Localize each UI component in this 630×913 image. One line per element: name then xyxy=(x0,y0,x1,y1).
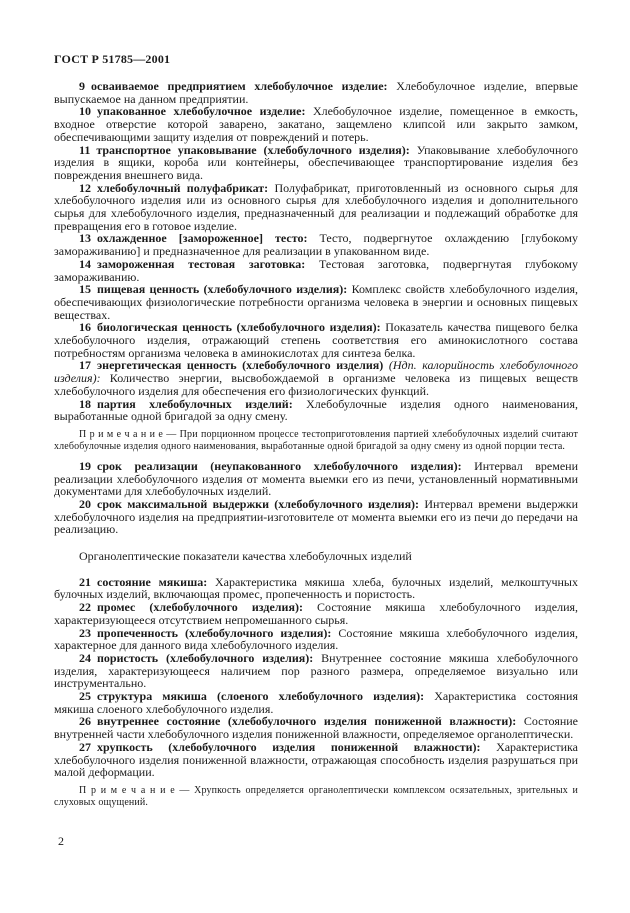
term-paragraph xyxy=(54,498,578,536)
term-paragraph xyxy=(54,105,578,143)
term-paragraph xyxy=(54,690,578,715)
term-deprecated-synonym: (Ндп. калорийность хлебобулочного изделия): xyxy=(54,358,578,386)
term-definition: Показатель качества пищевого белка хлебобулочного изделия, отражающий степень соответствия его аминокислотного состава потребностям организма человека в аминокислотах для синтеза белка. xyxy=(54,320,579,360)
term-definition: Тестовая заготовка, подвергнутая глубокому замораживанию. xyxy=(54,256,578,284)
term-paragraph xyxy=(54,258,578,283)
term-definition: Полуфабрикат, приготовленный из основного сырья для хлебобулочного изделия или из основного сырья для хлебобулочного изделия и дополнительного сырья для хлебобулочного изделия, предназначенный для реализации и подлежащий обработке для превращения его в готовое изделие. xyxy=(54,180,579,233)
term-definition: Хлебобулочное изделие, впервые выпускаемое на данном предприятии. xyxy=(54,79,578,106)
term-definition: Интервал времени выдержки хлебобулочного изделия на предприятии-изготовителе от момента выемки его из печи до передачи на реализацию. xyxy=(54,496,579,537)
term-title: 26 внутреннее состояние (хлебобулочного изделия пониженной влажности): xyxy=(79,714,517,729)
term-definition: Комплекс свойств хлебобулочного изделия, обеспечивающих физиологические потребности организма человека в энергии и основных пищевых веществах. xyxy=(54,282,579,322)
term-definition: Состояние мякиша хлебобулочного изделия, характеризующееся отсутствием непромешанного сырья. xyxy=(54,600,579,627)
note-paragraph xyxy=(54,785,578,809)
term-title: 21 состояние мякиша: xyxy=(79,574,208,589)
terms-and-definitions-body xyxy=(54,80,578,816)
term-definition: Внутреннее состояние мякиша хлебобулочного изделия, характеризующееся наличием пор разного размера, определяемое визуально или инструментально. xyxy=(54,650,578,691)
term-paragraph xyxy=(54,283,578,321)
term-title: 9 осваиваемое предприятием хлебобулочное изделие: xyxy=(79,79,388,93)
term-definition: Количество энергии, высвобождаемой в организме человека из пищевых веществ хлебобулочного изделия для обеспечения его физиологических функций. xyxy=(54,371,578,398)
term-title: 14 замороженная тестовая заготовка: xyxy=(79,256,306,271)
term-definition: Характеристика состояния мякиша слоеного хлебобулочного изделия. xyxy=(54,689,578,716)
term-paragraph xyxy=(54,576,578,601)
term-paragraph xyxy=(54,359,578,397)
term-title: 17 энергетическая ценность (хлебобулочного изделия) xyxy=(79,358,384,373)
term-title: 27 хрупкость (хлебобулочного изделия пониженной влажности): xyxy=(79,739,481,754)
term-definition: Упаковывание хлебобулочного изделия в ящики, короба или контейнеры, обеспечивающее транспортирование изделия без повреждения внешнего вида. xyxy=(54,142,579,182)
term-definition: Хлебобулочные изделия одного наименования, выработанные одной бригадой за одну смену. xyxy=(54,396,578,424)
note-label: П р и м е ч а н и е xyxy=(79,428,163,440)
term-paragraph xyxy=(54,398,578,423)
term-paragraph xyxy=(54,627,578,652)
term-title: 12 хлебобулочный полуфабрикат: xyxy=(79,180,269,195)
term-definition: Хлебобулочное изделие, помещенное в емкость, входное отверстие которой заварено, закатано, защемлено клипсой или закрыто замком, обеспечивающими защиту изделия от повреждений и потерь. xyxy=(54,104,578,144)
term-paragraph xyxy=(54,144,578,182)
term-title: 10 упакованное хлебобулочное изделие: xyxy=(79,104,306,119)
term-definition: Тесто, подвергнутое охлаждению [глубокому замораживанию] и предназначенное для реализации в упакованном виде. xyxy=(54,231,579,259)
note-text: — При порционном процессе тестоприготовления партией хлебобулочных изделий считают хлебобулочные изделия одного наименования, выработанные одной бригадой за одну смену из одной порции теста. xyxy=(54,428,578,452)
term-title: 16 биологическая ценность (хлебобулочного изделия): xyxy=(79,320,381,335)
note-label: П р и м е ч а н и е xyxy=(79,784,175,796)
term-title: 25 структура мякиша (слоеного хлебобулочного изделия): xyxy=(79,689,425,704)
term-title: 20 срок максимальной выдержки (хлебобулочного изделия): xyxy=(79,496,420,511)
document-code-header: ГОСТ Р 51785—2001 xyxy=(54,52,171,66)
term-definition: Интервал времени реализации хлебобулочного изделия от момента выемки его из печи, установленный нормативными документами для хлебобулочных изделий. xyxy=(54,458,579,499)
term-definition: Характеристика мякиша хлеба, булочных изделий, мелкоштучных булочных изделий, включающая промес, пропеченность и пористость. xyxy=(54,574,578,602)
term-title: 15 пищевая ценность (хлебобулочного изделия): xyxy=(79,282,348,297)
term-paragraph xyxy=(54,182,578,233)
term-paragraph xyxy=(54,321,578,359)
term-paragraph xyxy=(54,232,578,257)
term-title: 13 охлажденное [замороженное] тесто: xyxy=(79,231,308,246)
note-text: — Хрупкость определяется органолептически комплексом осязательных, зрительных и слуховых ощущений. xyxy=(54,784,578,808)
term-title: 19 срок реализации (неупакованного хлебобулочного изделия): xyxy=(79,458,462,473)
note-paragraph xyxy=(54,429,578,453)
term-title: 23 пропеченность (хлебобулочного изделия): xyxy=(79,625,332,640)
term-paragraph xyxy=(54,460,578,498)
term-paragraph xyxy=(54,741,578,779)
term-definition: Состояние мякиша хлебобулочного изделия, характерное для данного вида хлебобулочного изделия. xyxy=(54,625,578,653)
term-definition: Характеристика хлебобулочного изделия пониженной влажности, отражающая способность изделия разрушаться при малой деформации. xyxy=(54,739,579,780)
term-paragraph xyxy=(54,715,578,740)
term-title: 22 промес (хлебобулочного изделия): xyxy=(79,600,303,615)
term-title: 11 транспортное упаковывание (хлебобулочного изделия): xyxy=(79,142,410,157)
term-paragraph xyxy=(54,80,578,105)
term-definition: Состояние внутренней части хлебобулочного изделия пониженной влажности, определяемое органолептически. xyxy=(54,714,579,742)
section-heading: Органолептические показатели качества хлебобулочных изделий xyxy=(79,549,412,564)
page-number: 2 xyxy=(58,834,64,848)
term-title: 18 партия хлебобулочных изделий: xyxy=(79,396,293,411)
term-title: 24 пористость (хлебобулочного изделия): xyxy=(79,650,314,665)
term-paragraph xyxy=(54,601,578,626)
term-paragraph xyxy=(54,652,578,690)
